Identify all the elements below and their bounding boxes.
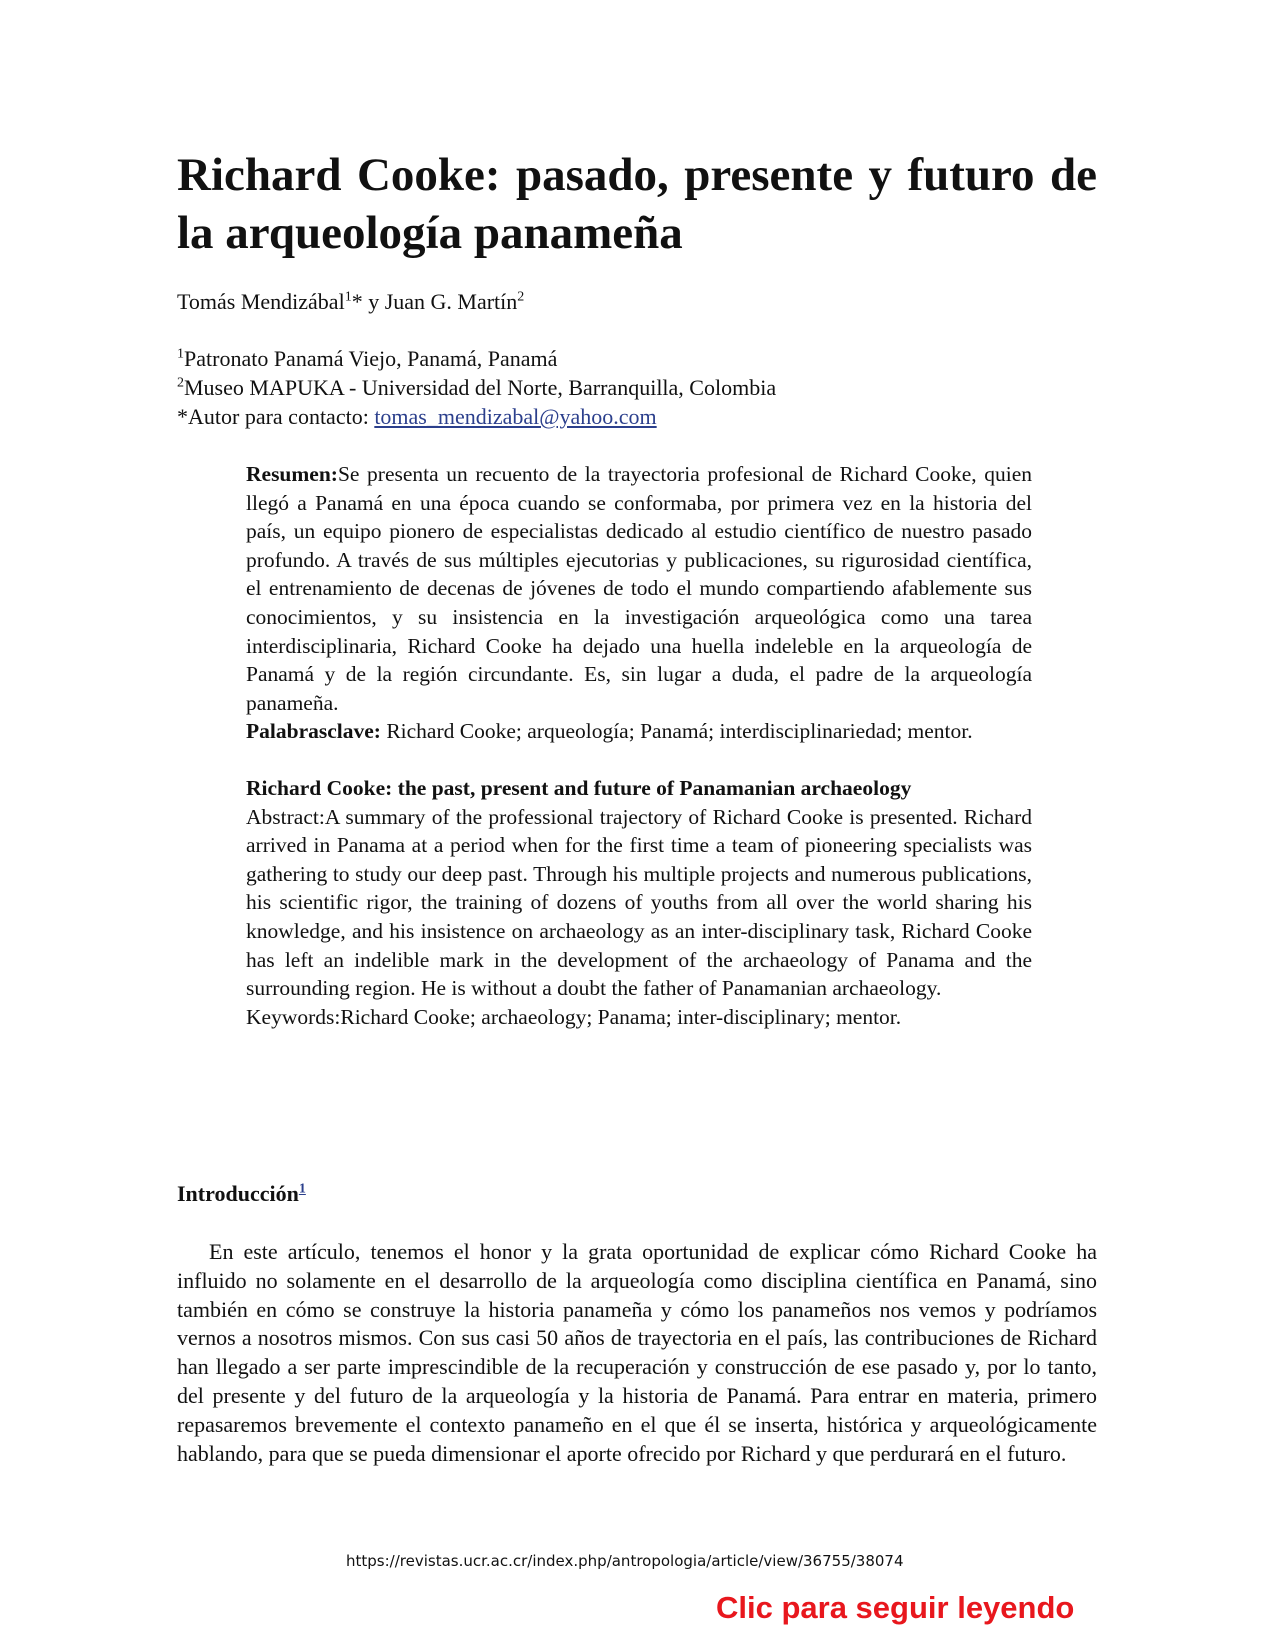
author-superscript: 2 [517, 289, 525, 305]
article-title: Richard Cooke: pasado, presente y futuro de la arqueología panameña [177, 149, 1097, 259]
affiliation-line [177, 344, 776, 373]
author-name: Tomás Mendizábal [177, 289, 345, 314]
source-url[interactable]: https://revistas.ucr.ac.cr/index.php/antropologia/article/view/36755/38074 [346, 1552, 904, 1570]
palabras-clave-paragraph [246, 717, 1032, 746]
contact-label: *Autor para contacto: [177, 404, 375, 429]
author-connector: y [362, 289, 385, 314]
resumen-text: Se presenta un recuento de la trayectoria profesional de Richard Cooke, quien llegó a Panamá en una época cuando se conformaba, por primera vez en la historia del país, un equipo pionero de especialistas dedicado al estudio científico de nuestro pasado profundo. A través de sus múltiples ejecutorias y publicaciones, su rigurosidad científica, el entrenamiento de decenas de jóvenes de todo el mundo compartiendo afablemente sus conocimientos, y su insistencia en la investigación arqueológica como una tarea interdisciplinaria, Richard Cooke ha dejado una huella indeleble en la arqueología de Panamá y de la región circundante. Es, sin lugar a duda, el padre de la arqueología panameña. [246, 462, 1032, 715]
affiliation-line [177, 373, 776, 402]
abstract-label: Abstract: [246, 804, 325, 829]
affiliation-text: Patronato Panamá Viejo, Panamá, Panamá [184, 346, 558, 371]
continue-reading-link[interactable]: Clic para seguir leyendo [716, 1590, 1075, 1625]
affiliation-superscript: 2 [177, 375, 184, 391]
affiliation-text: Museo MAPUKA - Universidad del Norte, Barranquilla, Colombia [184, 375, 777, 400]
palabras-clave-label: Palabrasclave: [246, 719, 381, 744]
author-name: Juan G. Martín [384, 289, 518, 314]
contact-email-link[interactable]: tomas_mendizabal@yahoo.com [374, 404, 657, 429]
english-title: Richard Cooke: the past, present and future of Panamanian archaeology [246, 775, 912, 800]
intro-paragraph: En este artículo, tenemos el honor y la grata oportunidad de explicar cómo Richard Cooke ha influido no solamente en el desarrollo de la arqueología como disciplina científica en Panamá, sino también en cómo se construye la historia panameña y cómo los panameños nos vemos y podríamos vernos a nosotros mismos. Con sus casi 50 años de trayectoria en el país, las contribuciones de Richard han llegado a ser parte imprescindible de la recuperación y construcción de ese pasado y, por lo tanto, del presente y del futuro de la arqueología y la historia de Panamá. Para entrar en materia, primero repasaremos brevemente el contexto panameño en el que él se inserta, histórica y arqueológicamente hablando, para que se pueda dimensionar el aporte ofrecido por Richard y que perdurará en el futuro. [177, 1239, 1097, 1466]
footnote-link[interactable]: 1 [298, 1181, 306, 1197]
resumen-label: Resumen: [246, 462, 338, 486]
contact-line [177, 402, 776, 431]
palabras-clave-text: Richard Cooke; arqueología; Panamá; interdisciplinariedad; mentor. [380, 719, 973, 744]
abstract-text: A summary of the professional trajectory of Richard Cooke is presented. Richard arrived in Panama at a period when for the first time a team of pioneering specialists was gathering to study our deep past. Through his multiple projects and numerous publications, his scientific rigor, the training of dozens of youths from all over the world sharing his knowledge, and his insistence on archaeology as an inter-disciplinary task, Richard Cooke has left an indelible mark in the development of the archaeology of Panama and the surrounding region. He is without a doubt the father of Panamanian archaeology. [246, 804, 1032, 1001]
abstract-paragraph [246, 803, 1032, 1003]
keywords-text: Richard Cooke; archaeology; Panama; inter-disciplinary; mentor. [340, 1004, 902, 1029]
affiliation-superscript: 1 [177, 346, 184, 362]
section-heading [177, 1180, 306, 1208]
keywords-label: Keywords: [246, 1004, 341, 1029]
affiliations [177, 344, 776, 431]
author-line [177, 288, 524, 316]
author-superscript: 1 [344, 289, 352, 305]
corresponding-mark: * [351, 289, 363, 314]
keywords-paragraph [246, 1003, 1032, 1032]
section-heading-text: Introducción [177, 1181, 299, 1206]
abstract-block [246, 460, 1032, 1031]
resumen-paragraph [246, 460, 1032, 717]
